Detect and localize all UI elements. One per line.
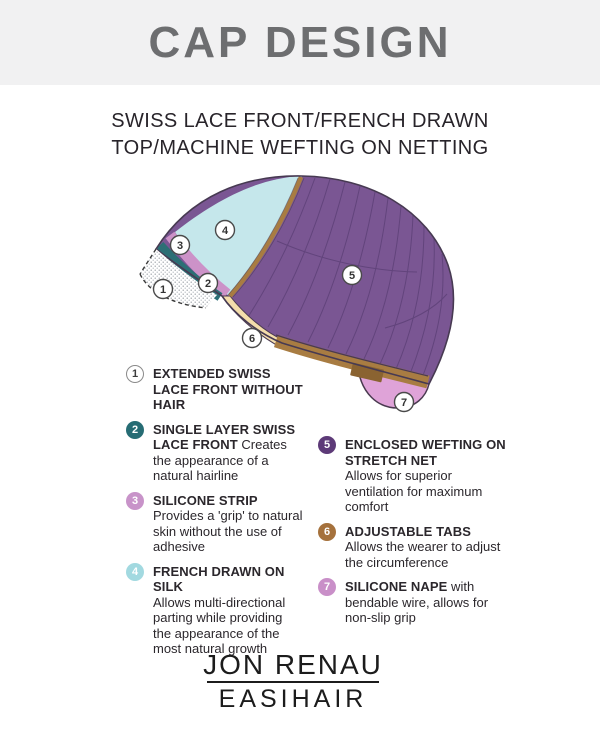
diagram-subtitle	[0, 108, 600, 162]
legend-item-7	[318, 579, 514, 626]
legend-item-title: SILICONE NAPE	[345, 579, 448, 594]
legend-right-column	[318, 437, 514, 626]
legend-item-5	[318, 437, 514, 515]
svg-text:4: 4	[221, 225, 229, 237]
sub-brand-name: EASIHAIR	[218, 685, 368, 713]
legend-item-2	[126, 422, 304, 484]
legend-item-text	[153, 564, 304, 657]
diagram-callout-6	[243, 329, 262, 348]
svg-text:6: 6	[248, 333, 256, 345]
legend-item-text: SILICONE NAPE with bendable wire, allows for non-slip grip	[345, 579, 489, 625]
legend-left-column	[126, 366, 304, 657]
diagram-callout-3	[171, 236, 190, 255]
diagram-callout-5	[343, 266, 362, 285]
svg-text:3: 3	[176, 240, 184, 252]
legend-item-6	[318, 524, 514, 571]
page-title: CAP DESIGN	[148, 17, 452, 67]
legend-item-desc: Allows multi-directional parting while providing the appearance of the most natural growth	[153, 594, 286, 656]
legend-number-badge-7: 7	[318, 578, 336, 596]
legend-item-text: SILICONE STRIP Provides a 'grip' to natural skin without the use of adhesive	[153, 492, 303, 554]
legend-item-text: SINGLE LAYER SWISS LACE FRONT Creates the appearance of a natural hairline	[153, 421, 296, 483]
legend-item-title: FRENCH DRAWN ON SILK	[153, 563, 285, 594]
header-band	[0, 0, 600, 85]
svg-text:1: 1	[159, 284, 167, 296]
legend-item-4	[126, 564, 304, 657]
legend-item-text	[153, 366, 304, 413]
legend-item-title: SINGLE LAYER SWISS LACE FRONT	[153, 421, 296, 452]
legend-item-title: SILICONE STRIP	[153, 492, 258, 508]
legend-number-badge-3: 3	[126, 492, 144, 510]
diagram-callout-4	[216, 221, 235, 240]
subtitle-line-1: SWISS LACE FRONT/FRENCH DRAWN	[111, 110, 489, 132]
svg-text:2: 2	[204, 278, 212, 290]
legend-item-title: ENCLOSED WEFTING ON STRETCH NET	[345, 437, 506, 468]
diagram-callout-7	[395, 393, 414, 412]
legend-item-desc: Allows for superior ventilation for maximum comfort	[345, 468, 483, 514]
legend-item-title: ADJUSTABLE TABS	[345, 523, 471, 539]
legend-number-badge-6: 6	[318, 523, 336, 541]
legend-number-badge-1: 1	[126, 365, 144, 383]
legend-item-3	[126, 493, 304, 555]
brand-logo	[0, 650, 593, 713]
subtitle-line-2: TOP/MACHINE WEFTING ON NETTING	[111, 137, 489, 159]
brand-name: JON RENAU	[203, 649, 383, 680]
legend-number-badge-4: 4	[126, 563, 144, 581]
legend-item-title: EXTENDED SWISS LACE FRONT WITHOUT HAIR	[153, 366, 303, 412]
legend-item-desc: Allows the wearer to adjust the circumference	[345, 539, 501, 570]
legend-number-badge-5: 5	[318, 436, 336, 454]
legend-item-1	[126, 366, 304, 413]
legend-item-text	[345, 524, 514, 571]
diagram-callout-1	[154, 280, 173, 299]
diagram-callout-2	[199, 274, 218, 293]
brand-divider	[207, 681, 379, 683]
legend-item-text	[345, 437, 514, 515]
svg-text:5: 5	[348, 270, 356, 282]
svg-text:7: 7	[400, 397, 408, 409]
legend-number-badge-2: 2	[126, 421, 144, 439]
